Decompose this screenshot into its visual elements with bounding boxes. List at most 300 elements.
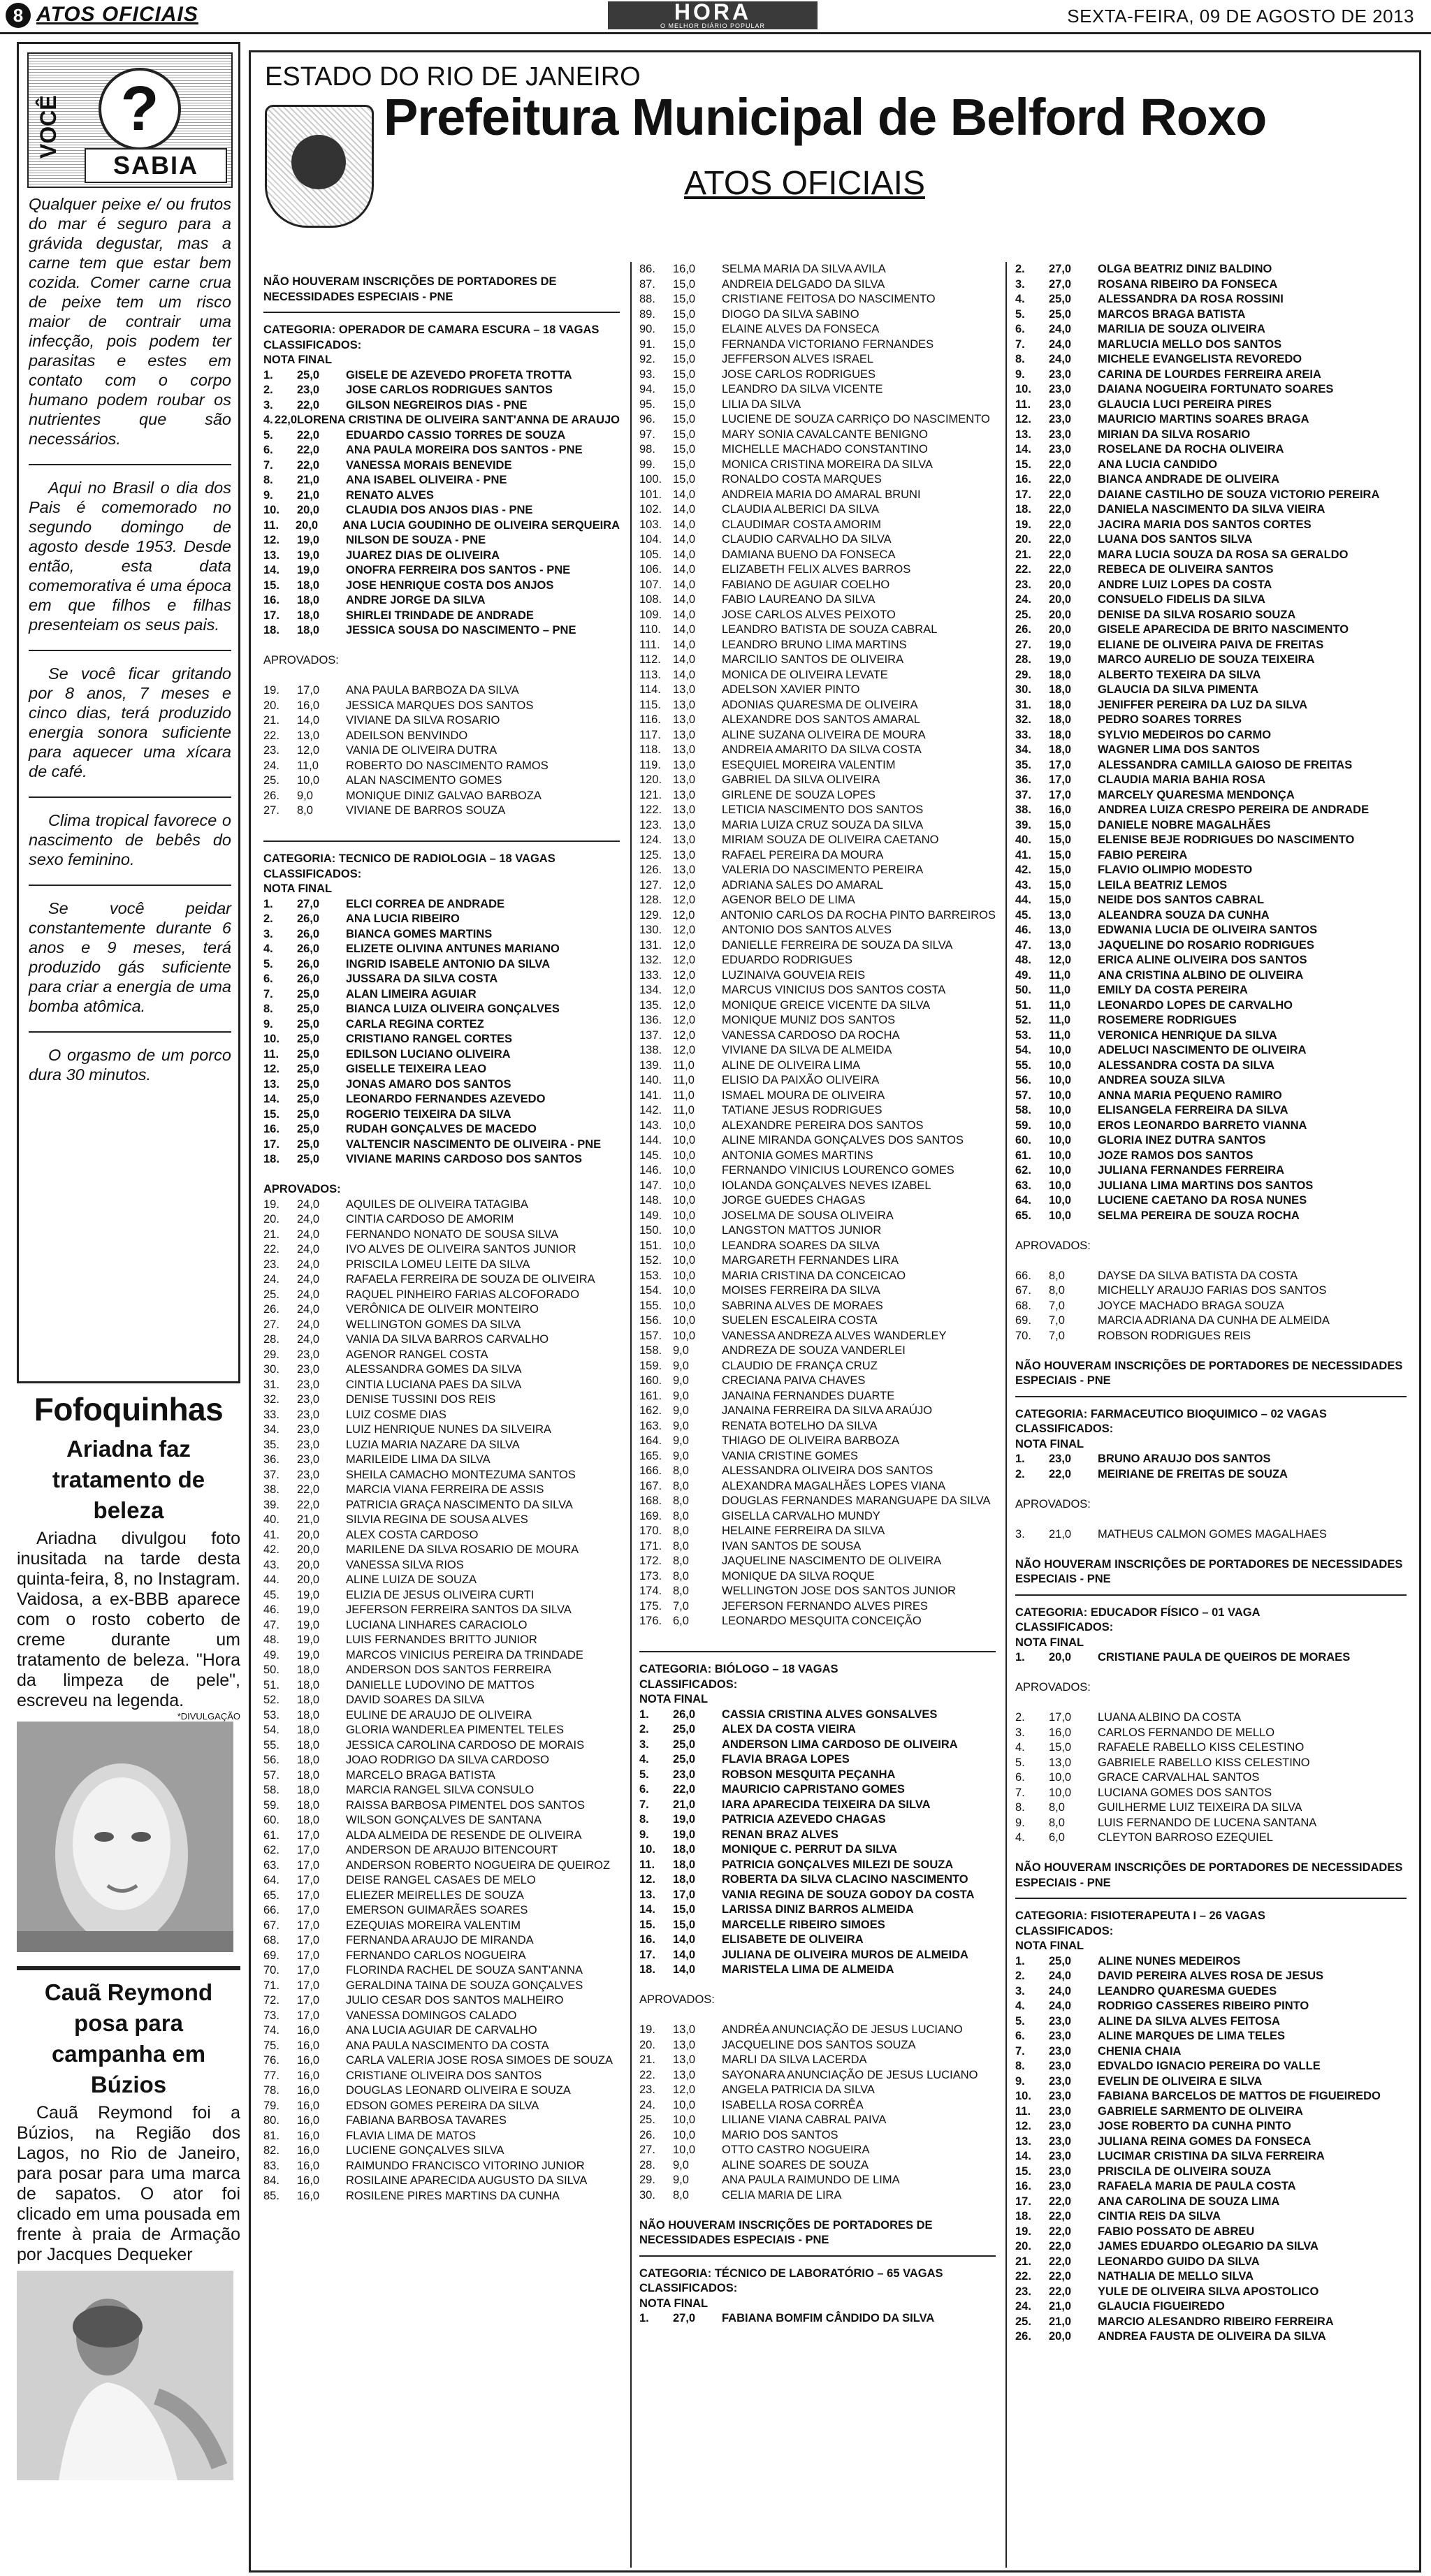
- candidate-name: ANDRÉA ANUNCIAÇÃO DE JESUS LUCIANO: [722, 2023, 963, 2036]
- result-row: [1015, 2089, 1407, 2104]
- result-row: [1015, 1329, 1407, 1344]
- rank: 41.: [1015, 848, 1031, 861]
- rank: 7.: [1015, 1786, 1025, 1799]
- rank: 51.: [1015, 998, 1031, 1012]
- score: 18,0: [297, 1708, 320, 1722]
- rank: 14.: [263, 564, 279, 576]
- rank: 33.: [1015, 728, 1031, 741]
- result-row: [639, 878, 996, 894]
- score: 11,0: [673, 1058, 695, 1072]
- candidate-name: EMERSON GUIMARÃES SOARES: [346, 1904, 528, 1916]
- result-row: [1015, 262, 1407, 277]
- rank: 6.: [1015, 2030, 1025, 2042]
- candidate-name: FABIO LAUREANO DA SILVA: [722, 593, 876, 606]
- result-row: [639, 1722, 996, 1738]
- rank: 156.: [639, 1314, 662, 1327]
- score: 15,0: [673, 383, 696, 395]
- candidate-name: ELISIO DA PAIXÃO OLIVEIRA: [722, 1074, 880, 1086]
- rank: 55.: [263, 1738, 279, 1752]
- candidate-name: MARCIA ADRIANA DA CUNHA DE ALMEIDA: [1098, 1314, 1330, 1327]
- candidate-name: GISELLE TEIXEIRA LEAO: [346, 1063, 487, 1075]
- candidate-name: WELLINGTON GOMES DA SILVA: [346, 1318, 521, 1331]
- result-row: [263, 1422, 620, 1438]
- rank: 90.: [639, 323, 655, 335]
- candidate-name: RAQUEL PINHEIRO FARIAS ALCOFORADO: [346, 1288, 580, 1301]
- result-row: [639, 1524, 996, 1539]
- score: 15,0: [673, 1903, 696, 1916]
- issue-date: SEXTA-FEIRA, 09 DE AGOSTO DE 2013: [1067, 6, 1414, 27]
- rank: 4.: [263, 414, 273, 426]
- candidate-name: ELIEZER MEIRELLES DE SOUZA: [346, 1889, 524, 1902]
- rank: 57.: [263, 1768, 279, 1782]
- score: 8,0: [1049, 1269, 1065, 1282]
- result-row: [1015, 788, 1407, 803]
- score: 8,0: [673, 1539, 689, 1552]
- result-row: [1015, 713, 1407, 728]
- result-row: [263, 1362, 620, 1378]
- result-row: [263, 1348, 620, 1363]
- page-header: [0, 0, 1431, 34]
- divider: [17, 1966, 240, 1970]
- spacer: [1015, 1846, 1407, 1861]
- category-heading: CATEGORIA: TECNICO DE RADIOLOGIA – 18 VAGAS: [263, 852, 555, 865]
- score: 7,0: [1049, 1314, 1065, 1327]
- candidate-name: VANESSA DOMINGOS CALADO: [346, 2009, 517, 2022]
- score: 13,0: [673, 2053, 696, 2066]
- candidate-name: SHEILA CAMACHO MONTEZUMA SANTOS: [346, 1468, 576, 1481]
- score: 8,0: [673, 1479, 689, 1492]
- rank: 148.: [639, 1194, 662, 1207]
- result-row: [263, 803, 620, 819]
- result-row: [263, 1858, 620, 1874]
- candidate-name: LARISSA DINIZ BARROS ALMEIDA: [722, 1903, 914, 1916]
- candidate-name: WELLINGTON JOSE DOS SANTOS JUNIOR: [722, 1585, 956, 1597]
- result-row: [639, 758, 996, 773]
- spacer: [1015, 1696, 1407, 1711]
- score: 14,0: [673, 653, 696, 666]
- approved-label: APROVADOS:: [263, 654, 339, 667]
- result-row: [1015, 1756, 1407, 1771]
- rank: 18.: [263, 624, 279, 636]
- result-row: [639, 1028, 996, 1044]
- candidate-name: LEANDRO BATISTA DE SOUZA CABRAL: [722, 623, 938, 636]
- result-row: [1015, 398, 1407, 413]
- category-heading: NOTA FINAL: [639, 2297, 709, 2310]
- candidate-name: GRACE CARVALHAL SANTOS: [1098, 1771, 1260, 1784]
- candidate-name: CARLA VALERIA JOSE ROSA SIMOES DE SOUZA: [346, 2054, 613, 2067]
- logo-title: HORA: [674, 0, 752, 24]
- score: 23,0: [1049, 413, 1072, 425]
- result-row: [263, 2009, 620, 2024]
- rank: 97.: [639, 428, 655, 441]
- score: 15,0: [673, 323, 696, 335]
- rank: 151.: [639, 1239, 662, 1252]
- score: 11,0: [1049, 998, 1071, 1012]
- rank: 29.: [639, 2174, 655, 2186]
- candidate-name: DEISE RANGEL CASAES DE MELO: [346, 1874, 536, 1886]
- candidate-name: DAVID SOARES DA SILVA: [346, 1694, 485, 1706]
- candidate-name: SUELEN ESCALEIRA COSTA: [722, 1314, 878, 1327]
- rank: 42.: [1015, 864, 1031, 876]
- result-row: [263, 609, 620, 624]
- result-row: [1015, 1954, 1407, 1970]
- rank: 20.: [1015, 2240, 1031, 2253]
- rank: 24.: [263, 1273, 279, 1286]
- rank: 96.: [639, 413, 655, 425]
- score: 23,0: [1049, 398, 1072, 411]
- rank: 115.: [639, 698, 661, 711]
- result-row: [1015, 1209, 1407, 1224]
- result-row: [1015, 923, 1407, 938]
- category-heading: CLASSIFICADOS:: [1015, 1621, 1114, 1633]
- score: 25,0: [1049, 307, 1072, 321]
- fact-paragraph: Se você ficar gritando por 8 anos, 7 meses e cinco dias, terá produzido energia sonora suficiente para aquecer uma xícara de café.: [29, 664, 231, 780]
- candidate-name: LETICIA NASCIMENTO DOS SANTOS: [722, 803, 924, 816]
- candidate-name: ALBERTO TEXEIRA DA SILVA: [1098, 668, 1261, 681]
- category-heading: NOTA FINAL: [263, 882, 333, 895]
- score: 11,0: [1049, 984, 1071, 996]
- score: 23,0: [297, 1438, 320, 1451]
- rank: 35.: [1015, 758, 1031, 771]
- rank: 21.: [263, 714, 279, 727]
- score: 10,0: [1049, 1164, 1072, 1177]
- candidate-name: CLAUDIA ALBERICI DA SILVA: [722, 503, 879, 516]
- result-row: [1015, 2239, 1407, 2255]
- score: 22,0: [1049, 2210, 1072, 2222]
- results-column-1: [263, 275, 620, 2204]
- candidate-name: JENIFFER PEREIRA DA LUZ DA SILVA: [1098, 698, 1308, 711]
- candidate-name: MARCELY QUARESMA MENDONÇA: [1098, 788, 1295, 801]
- candidate-name: AGENOR BELO DE LIMA: [722, 894, 855, 906]
- rank: 38.: [1015, 803, 1031, 816]
- rank: 6.: [639, 1783, 649, 1796]
- rank: 60.: [263, 1814, 279, 1826]
- result-row: [639, 1359, 996, 1374]
- rank: 59.: [1015, 1119, 1031, 1132]
- score: 13,0: [673, 864, 696, 876]
- candidate-name: AGENOR RANGEL COSTA: [346, 1348, 488, 1361]
- rank: 4.: [1015, 2000, 1025, 2012]
- result-row: [263, 1528, 620, 1543]
- rank: 18.: [1015, 2210, 1031, 2222]
- rank: 14.: [263, 1093, 279, 1105]
- candidate-name: SHIRLEI TRINDADE DE ANDRADE: [346, 609, 534, 622]
- result-row: [1015, 2225, 1407, 2240]
- spacer: [263, 1167, 620, 1183]
- result-row: [263, 1408, 620, 1423]
- candidate-name: MARCIO ALESANDRO RIBEIRO FERREIRA: [1098, 2315, 1334, 2328]
- section-divider: [1015, 1898, 1407, 1899]
- score: 10,0: [1049, 1044, 1072, 1056]
- rank: 154.: [639, 1284, 662, 1297]
- score: 7,0: [673, 1599, 689, 1613]
- score: 12,0: [672, 908, 695, 922]
- rank: 7.: [263, 987, 273, 1000]
- result-row: [1015, 1770, 1407, 1786]
- candidate-name: ALEXANDRA MAGALHÃES LOPES VIANA: [722, 1479, 946, 1492]
- rank: 46.: [1015, 924, 1031, 936]
- candidate-name: CRISTIANO RANGEL CORTES: [346, 1033, 513, 1045]
- result-row: [263, 1903, 620, 1919]
- rank: 8.: [1015, 1801, 1025, 1814]
- candidate-name: RAFAELE RABELLO KISS CELESTINO: [1098, 1741, 1305, 1754]
- score: 18,0: [297, 594, 320, 606]
- candidate-name: GUILHERME LUIZ TEIXEIRA DA SILVA: [1098, 1801, 1302, 1814]
- result-row: [639, 848, 996, 864]
- rank: 149.: [639, 1209, 662, 1222]
- rank: 27.: [263, 1318, 279, 1331]
- municipal-seal-icon: [265, 105, 374, 228]
- result-row: [263, 1573, 620, 1588]
- voce-sabia-box: [17, 42, 240, 1383]
- result-row: [263, 1813, 620, 1828]
- result-row: [263, 1993, 620, 2009]
- candidate-name: ANA PAULA MOREIRA DOS SANTOS - PNE: [346, 444, 583, 456]
- rank: 20.: [639, 2038, 655, 2051]
- score: 8,0: [673, 1464, 689, 1477]
- candidate-name: FABIANO DE AGUIAR COELHO: [722, 578, 890, 591]
- candidate-name: MICHELLY ARAUJO FARIAS DOS SANTOS: [1098, 1284, 1327, 1297]
- candidate-name: SILVIA REGINA DE SOUSA ALVES: [346, 1513, 528, 1526]
- candidate-name: VANIA DE OLIVEIRA DUTRA: [346, 744, 497, 757]
- rank: 52.: [1015, 1014, 1031, 1026]
- rank: 39.: [1015, 818, 1031, 831]
- result-row: [639, 983, 996, 998]
- score: 10,0: [673, 1149, 696, 1162]
- result-row: [1015, 683, 1407, 698]
- candidate-name: EDUARDO RODRIGUES: [722, 954, 853, 966]
- candidate-name: GISELE APARECIDA DE BRITO NASCIMENTO: [1098, 623, 1349, 636]
- candidate-name: MARA LUCIA SOUZA DA ROSA SA GERALDO: [1098, 548, 1349, 561]
- result-row: [263, 957, 620, 973]
- score: 11,0: [673, 1089, 695, 1102]
- rank: 41.: [263, 1528, 279, 1541]
- result-row: [639, 1768, 996, 1783]
- result-row: [263, 729, 620, 744]
- rank: 105.: [639, 548, 662, 561]
- score: 18,0: [673, 1843, 696, 1856]
- candidate-name: VIVIANE DA SILVA DE ALMEIDA: [722, 1044, 892, 1056]
- official-acts-notice: [249, 50, 1421, 2573]
- section-divider: [263, 312, 620, 313]
- candidate-name: MARLUCIA MELLO DOS SANTOS: [1098, 337, 1282, 351]
- candidate-name: GISELE DE AZEVEDO PROFETA TROTTA: [346, 368, 572, 381]
- result-row: [1015, 863, 1407, 878]
- score: 22,0: [297, 398, 320, 412]
- score: 9,0: [673, 1404, 689, 1417]
- ariadna-photo: [17, 1722, 233, 1952]
- score: 25,0: [673, 1723, 696, 1735]
- candidate-name: JOZE RAMOS DOS SANTOS: [1098, 1149, 1254, 1162]
- candidate-name: JULIO CESAR DOS SANTOS MALHEIRO: [346, 1994, 564, 2007]
- result-row: [639, 683, 996, 698]
- approved-label: APROVADOS:: [639, 1993, 715, 2006]
- rank: 13.: [1015, 2134, 1031, 2148]
- candidate-name: HELAINE FERREIRA DA SILVA: [722, 1525, 885, 1537]
- approved-label: APROVADOS:: [1015, 1239, 1091, 1252]
- rank: 25.: [1015, 608, 1031, 621]
- rank: 12.: [1015, 2120, 1031, 2132]
- rank: 153.: [639, 1269, 662, 1282]
- rank: 65.: [1015, 1209, 1031, 1222]
- result-row: [1015, 1119, 1407, 1134]
- result-row: [639, 773, 996, 788]
- result-row: [263, 1889, 620, 1904]
- spacer: [1015, 1344, 1407, 1359]
- result-row: [639, 803, 996, 818]
- candidate-name: LILIANE VIANA CABRAL PAIVA: [722, 2113, 887, 2126]
- score: 15,0: [673, 353, 696, 365]
- rank: 100.: [639, 473, 662, 486]
- rank: 145.: [639, 1149, 662, 1162]
- rank: 12.: [263, 1063, 279, 1075]
- score: 14,0: [673, 563, 696, 576]
- score: 8,0: [673, 1569, 689, 1582]
- result-row: [1015, 1103, 1407, 1119]
- spacer: [639, 1978, 996, 1993]
- candidate-name: ALINE SOARES DE SOUZA: [722, 2158, 869, 2171]
- result-row: [639, 1404, 996, 1419]
- candidate-name: EULINE DE ARAUJO DE OLIVEIRA: [346, 1708, 532, 1722]
- result-row: [639, 578, 996, 593]
- rank: 37.: [1015, 788, 1031, 801]
- candidate-name: EROS LEONARDO BARRETO VIANNA: [1098, 1119, 1307, 1132]
- candidate-name: LEONARDO LOPES DE CARVALHO: [1098, 998, 1293, 1012]
- candidate-name: CARLA REGINA CORTEZ: [346, 1017, 484, 1031]
- result-row: [263, 1949, 620, 1964]
- score: 11,0: [297, 759, 319, 772]
- result-row: [639, 2053, 996, 2068]
- score: 23,0: [1049, 2150, 1072, 2162]
- score: 15,0: [673, 1918, 696, 1931]
- candidate-name: DANIELE NOBRE MAGALHÃES: [1098, 818, 1271, 831]
- result-row: [263, 1092, 620, 1107]
- candidate-name: ANA ISABEL OLIVEIRA - PNE: [346, 474, 507, 486]
- candidate-name: JULIANA DE OLIVEIRA MUROS DE ALMEIDA: [722, 1948, 968, 1961]
- rank: 146.: [639, 1164, 662, 1177]
- score: 14,0: [673, 1933, 696, 1946]
- candidate-name: LEONARDO MESQUITA CONCEIÇÃO: [722, 1615, 922, 1627]
- score: 22,0: [1049, 1467, 1072, 1480]
- result-row: [639, 1089, 996, 1104]
- rank: 138.: [639, 1044, 662, 1056]
- rank: 95.: [639, 398, 655, 411]
- candidate-name: ELIANE DE OLIVEIRA PAIVA DE FREITAS: [1098, 638, 1324, 651]
- category-heading: NOTA FINAL: [1015, 1437, 1084, 1450]
- result-row: [1015, 442, 1407, 458]
- result-row: [1015, 2255, 1407, 2270]
- score: 23,0: [1049, 2044, 1072, 2058]
- result-row: [639, 502, 996, 518]
- rank: 40.: [263, 1513, 279, 1526]
- candidate-name: JEFERSON FERREIRA SANTOS DA SILVA: [346, 1603, 572, 1616]
- score: 24,0: [1049, 1984, 1072, 1998]
- score: 22,0: [1049, 2255, 1072, 2268]
- result-row: [639, 412, 996, 428]
- rank: 21.: [639, 2053, 655, 2066]
- candidate-name: EDUARDO CASSIO TORRES DE SOUZA: [346, 428, 566, 442]
- score: 12,0: [673, 998, 696, 1012]
- result-row: [639, 1149, 996, 1164]
- rank: 77.: [263, 2069, 279, 2082]
- rank: 10.: [263, 1033, 279, 1045]
- rank: 99.: [639, 458, 655, 471]
- candidate-name: ROSANA RIBEIRO DA FONSECA: [1098, 277, 1278, 291]
- candidate-name: ANTONIO DOS SANTOS ALVES: [722, 924, 892, 936]
- rank: 141.: [639, 1089, 662, 1102]
- candidate-name: ANDREA SOUZA SILVA: [1098, 1074, 1226, 1086]
- rank: 20.: [263, 1213, 279, 1225]
- score: 22,0: [673, 1783, 696, 1796]
- column-divider: [1005, 262, 1007, 2568]
- rank: 47.: [1015, 938, 1031, 952]
- rank: 34.: [263, 1423, 279, 1436]
- score: 21,0: [1049, 2300, 1072, 2313]
- score: 17,0: [1049, 758, 1072, 771]
- result-row: [639, 653, 996, 668]
- score: 21,0: [297, 1513, 320, 1526]
- result-row: [263, 2069, 620, 2084]
- candidate-name: LUIS FERNANDO DE LUCENA SANTANA: [1098, 1816, 1317, 1829]
- rank: 48.: [1015, 954, 1031, 966]
- result-row: [263, 1618, 620, 1633]
- candidate-name: ALINE LUIZA DE SOUZA: [346, 1573, 477, 1586]
- category-heading: CLASSIFICADOS:: [639, 2282, 738, 2294]
- result-row: [639, 1133, 996, 1149]
- score: 10,0: [673, 1239, 696, 1252]
- score: 15,0: [673, 398, 696, 411]
- result-row: [263, 1122, 620, 1137]
- result-row: [263, 1152, 620, 1167]
- result-row: [1015, 2299, 1407, 2315]
- candidate-name: FERNANDO VINICIUS LOURENCO GOMES: [722, 1164, 954, 1177]
- candidate-name: ISABELLA ROSA CORRÊA: [722, 2098, 864, 2111]
- candidate-name: ROSELANE DA ROCHA OLIVEIRA: [1098, 443, 1284, 456]
- rank: 84.: [263, 2174, 279, 2187]
- result-row: [639, 1163, 996, 1179]
- candidate-name: CRISTIANE PAULA DE QUEIROS DE MORAES: [1098, 1651, 1351, 1664]
- candidate-name: ERICA ALINE OLIVEIRA DOS SANTOS: [1098, 954, 1307, 966]
- candidate-name: DANIELLE LUDOVINO DE MATTOS: [346, 1678, 535, 1691]
- score: 22,0: [1049, 563, 1072, 576]
- score: 25,0: [297, 1077, 320, 1091]
- score: 25,0: [673, 1753, 696, 1766]
- score: 15,0: [1049, 1741, 1072, 1754]
- score: 13,0: [1049, 1756, 1072, 1769]
- result-row: [263, 1258, 620, 1273]
- result-row: [1015, 488, 1407, 503]
- candidate-name: CELIA MARIA DE LIRA: [722, 2188, 842, 2202]
- story-headline: Ariadna faz tratamento de beleza: [52, 1436, 205, 1523]
- result-row: [263, 548, 620, 564]
- candidate-name: RENATA BOTELHO DA SILVA: [722, 1419, 878, 1432]
- rank: 122.: [639, 803, 662, 816]
- score: 8,0: [673, 1525, 689, 1537]
- candidate-name: JOSE CARLOS ALVES PEIXOTO: [722, 608, 896, 621]
- score: 15,0: [1049, 894, 1072, 906]
- result-row: [1015, 1179, 1407, 1194]
- rank: 130.: [639, 924, 662, 936]
- rank: 22.: [1015, 2270, 1031, 2283]
- score: 10,0: [673, 1314, 696, 1327]
- result-row: [1015, 307, 1407, 323]
- candidate-name: MICHELE EVANGELISTA REVOREDO: [1098, 353, 1302, 365]
- rank: 106.: [639, 563, 662, 576]
- score: 13,0: [673, 818, 696, 831]
- candidate-name: JONAS AMARO DOS SANTOS: [346, 1077, 511, 1091]
- candidate-name: SELMA MARIA DA SILVA AVILA: [722, 263, 886, 275]
- candidate-name: JESSICA CAROLINA CARDOSO DE MORAIS: [346, 1738, 585, 1752]
